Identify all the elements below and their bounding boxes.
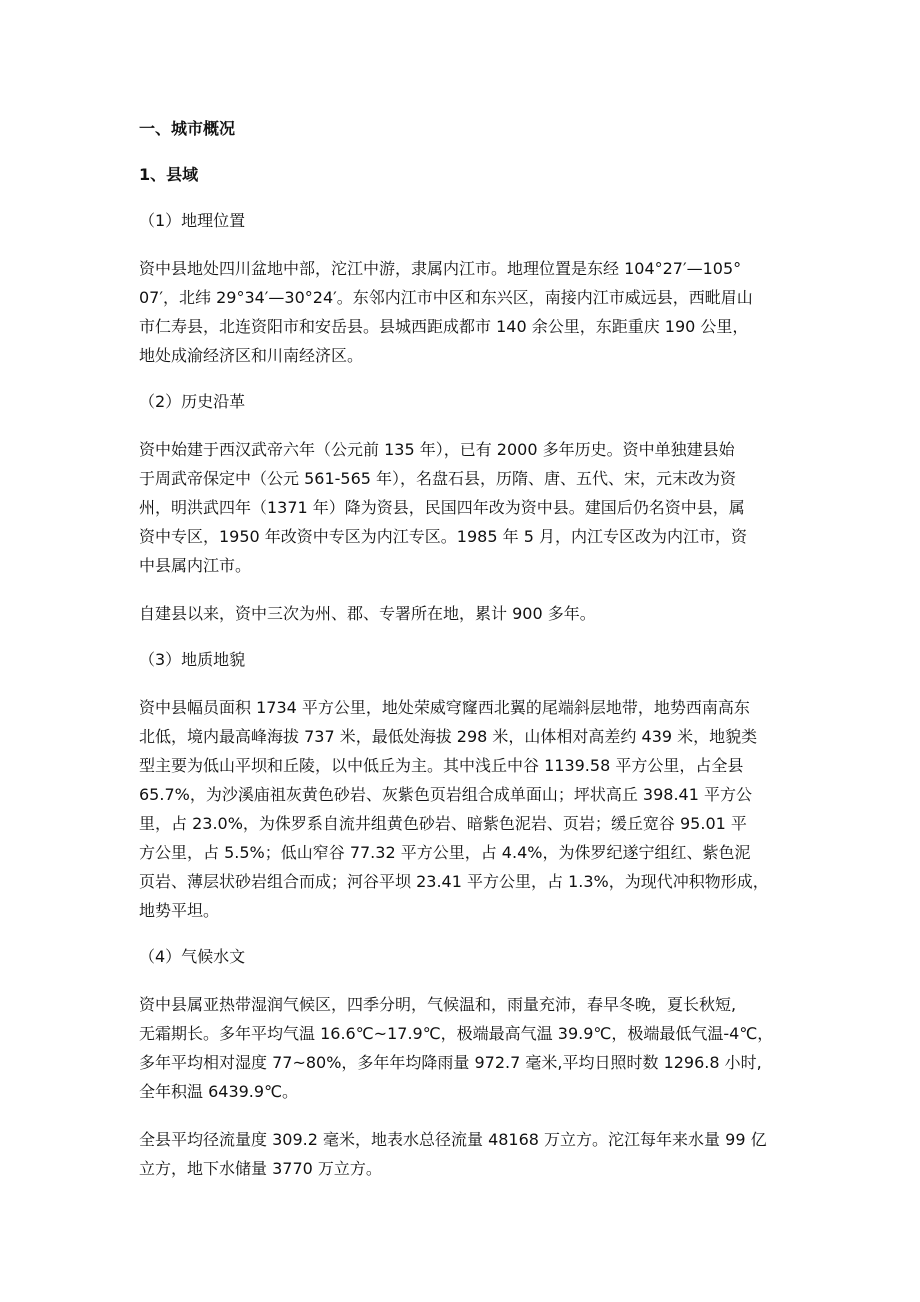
text-line: 无霜期长。多年平均气温 16.6℃~17.9℃，极端最高气温 39.9℃，极端最低气温-4℃， [139, 1024, 774, 1043]
heading-city-overview: 一、城市概况 [139, 119, 236, 138]
text-line: 资中县幅员面积 1734 平方公里，地处荣威穹窿西北翼的尾端斜层地带，地势西南高东 [139, 698, 750, 717]
section-title-history: （2）历史沿革 [139, 392, 246, 411]
section-title-climate: （4）气候水文 [139, 947, 246, 966]
text-line: 资中县属亚热带湿润气候区，四季分明，气候温和，雨量充沛，春早冬晚，夏长秋短, [139, 995, 737, 1014]
text-line: 于周武帝保定中（公元 561-565 年），名盘石县，历隋、唐、五代、宋，元末改为资 [139, 469, 737, 488]
text-line: 65.7%，为沙溪庙祖灰黄色砂岩、灰紫色页岩组合成单面山；坪状高丘 398.41 平方公 [139, 785, 752, 804]
text-line: 地处成渝经济区和川南经济区。 [139, 346, 364, 365]
text-line: 北低，境内最高峰海拔 737 米，最低处海拔 298 米，山体相对高差约 439 米，地貌类 [139, 727, 758, 746]
text-line: 州，明洪武四年（1371 年）降为资县，民国四年改为资中县。建国后仍名资中县，属 [139, 498, 745, 517]
paragraph-geography [139, 254, 807, 370]
text-line: 市仁寿县，北连资阳市和安岳县。县城西距成都市 140 余公里，东距重庆 190 公里， [139, 317, 749, 336]
text-line: 地势平坦。 [139, 901, 220, 920]
text-line: 资中县地处四川盆地中部，沱江中游，隶属内江市。地理位置是东经 104°27′—105° [139, 259, 742, 278]
text-line: 07′，北纬 29°34′—30°24′。东邻内江市中区和东兴区，南接内江市威远县，西毗眉山 [139, 288, 753, 307]
paragraph-geology [139, 693, 807, 925]
paragraph-history-capital [139, 599, 807, 628]
text-line: 立方，地下水储量 3770 万立方。 [139, 1159, 382, 1178]
paragraph-hydrology [139, 1125, 807, 1183]
section-title-geology: （3）地质地貌 [139, 650, 246, 669]
text-line: 方公里，占 5.5%；低山窄谷 77.32 平方公里，占 4.4%，为侏罗纪遂宁组红、紫色泥 [139, 843, 751, 862]
text-line: 资中始建于西汉武帝六年（公元前 135 年），已有 2000 多年历史。资中单独建县始 [139, 440, 735, 459]
document-page [139, 116, 807, 1202]
paragraph-climate [139, 990, 807, 1106]
text-line: 自建县以来，资中三次为州、郡、专署所在地，累计 900 多年。 [139, 604, 596, 623]
text-line: 型主要为低山平坝和丘陵，以中低丘为主。其中浅丘中谷 1139.58 平方公里，占全县 [139, 756, 744, 775]
text-line: 中县属内江市。 [139, 556, 252, 575]
section-title-geography: （1）地理位置 [139, 211, 246, 230]
paragraph-history [139, 435, 807, 580]
heading-county: 1、县域 [139, 165, 199, 184]
text-line: 全县平均径流量度 309.2 毫米，地表水总径流量 48168 万立方。沱江每年来水量 99 亿 [139, 1130, 767, 1149]
text-line: 里，占 23.0%，为侏罗系自流井组黄色砂岩、暗紫色泥岩、页岩；缓丘宽谷 95.01 平 [139, 814, 747, 833]
text-line: 页岩、薄层状砂岩组合而成；河谷平坝 23.41 平方公里，占 1.3%，为现代冲积物形成， [139, 872, 769, 891]
text-line: 资中专区，1950 年改资中专区为内江专区。1985 年 5 月，内江专区改为内江市，资 [139, 527, 747, 546]
text-line: 多年平均相对湿度 77~80%，多年年均降雨量 972.7 毫米,平均日照时数 1296.8 小时, [139, 1053, 762, 1072]
text-line: 全年积温 6439.9℃。 [139, 1082, 299, 1101]
